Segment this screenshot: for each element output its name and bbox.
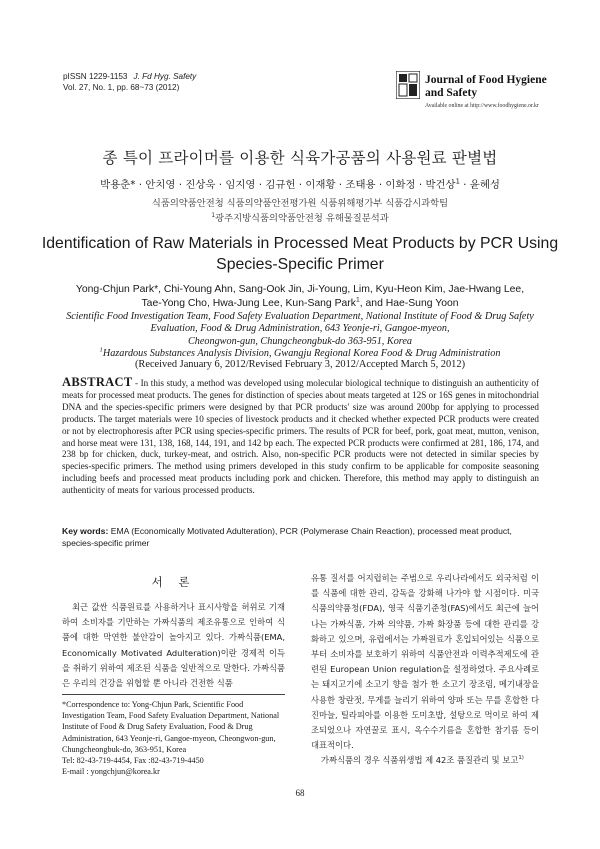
page-number: 68 [295,788,305,798]
korean-affiliation-1: 식품의약품안전청 식품의약품안전평가원 식품위해평가부 식품감시과학팀 [151,198,449,209]
intro-left-column: 최근 값싼 식품원료를 사용하거나 표시사항을 허위로 기재하여 소비자를 기만하는 가짜식품의 제조유통으로 인하여 식품에 대한 막연한 불안감이 높아지고 있다. 가짜식품(EMA, Economically Motivated Adulteration)이란 경제적 이득을 취하기 위하여 제조된 식품을 일반적으로 말한다. 가짜식품은 우리의 건강을 위협할 뿐 아니라 건전한 식품 [62,602,285,689]
available-online: Available online at http://www.foodhygiene.or.kr [425,103,539,109]
english-title-line2: Species-Specific Primer [216,256,384,273]
english-aff-line4-sup: 1 [99,346,103,354]
correspondence-footnote [62,699,285,777]
korean-affiliation-2-sup: 1 [211,211,216,219]
english-authors [0,283,600,311]
journal-abbrev: J. Fd Hyg. Safety [133,72,197,81]
english-aff-line1: Scientific Food Investigation Team, Food Safety Evaluation Department, National Institute of Food & Drug Safety [66,311,534,322]
journal-name [425,74,547,100]
korean-authors-sup: 1 [455,177,460,186]
korean-authors-last: · 윤혜성 [459,179,500,191]
abstract [62,377,539,497]
correspondence-tel: Tel: 82-43-719-4454, Fax :82-43-719-4450 [62,756,204,766]
intro-right-paragraph-1: 유통 질서를 어지럽히는 주범으로 우리나라에서도 외국처럼 이를 식품에 대한 관리, 감독을 강화해 나가야 할 시점이다. 미국 식품의약품청(FDA), 영국 식품기준청(FAS)에서도 최근에 늘어나는 가짜식품, 가짜 의약품, 가짜 화장품 등에 대한 관리를 강화하고 있으며, 유럽에서는 가짜원료가 혼입되어있는 식품으로부터 소비자를 보호하기 위하여 식품안전과 이력추적제도에 관련된 European Union regulation을 설정하였다. 주요사례로는 돼지고기에 소고기 향을 첨가 한 소고기 장조림, 메기내장을 사용한 창란젓, 무게를 늘리기 위하여 양파 또는 무를 혼합한 다진마늘, 틸라피아를 이용한 도미초밥, 설탕으로 먹이로 하여 제조되었으나 자연꿀로 표시, 옥수수기름을 혼합한 참기름 등이 대표적이다. [311,573,539,751]
received-dates: (Received January 6, 2012/Revised February 3, 2012/Accepted March 5, 2012) [134,359,466,370]
english-title [0,233,600,275]
section-heading-introduction: 서 론 [151,575,196,589]
korean-affiliation-2-text: 광주지방식품의약품안전청 유해물질분석과 [215,213,389,224]
english-authors-line2 [0,297,600,311]
intro-right-paragraph-2 [311,753,539,768]
abstract-label: ABSTRACT [62,375,133,389]
issn: pISSN 1229-1153 [63,72,128,81]
correspondence-email: E-mail : yongchjun@korea.kr [62,767,160,777]
journal-logo-icon [396,71,420,99]
intro-right-paragraph-2-text: 가짜식품의 경우 식품위생법 제 42조 품질관리 및 보고 [321,755,519,766]
volume-info: Vol. 27, No. 1, pp. 68~73 (2012) [63,83,180,92]
english-title-line1: Identification of Raw Materials in Processed Meat Products by PCR Using [41,235,559,252]
keywords-text: EMA (Economically Motivated Adulteration), PCR (Polymerase Chain Reaction), processed meat product, species-specific primer [62,526,512,548]
correspondence-address: *Correspondence to: Yong-Chjun Park, Scientific Food Investigation Team, Food Safety Evaluation Department, National Institute of Food & Drug Safety Evaluation, Food & Drug Administration, 643 Yeonje-ri, Gangoe-myeon, Cheongwon-gun, Chungcheongbuk-do, 363-951, Korea [62,700,280,754]
journal-name-line2: and Safety [425,87,478,99]
journal-name-line1: Journal of Food Hygiene [425,74,547,86]
footnote-divider [62,694,285,695]
english-aff-line2: Evaluation, Food & Drug Administration, 643 Yeonje-ri, Gangoe-myeon, [150,323,450,335]
english-authors-line2b: , and Hae-Sung Yoon [359,298,459,309]
keywords-label: Key words: [62,526,109,536]
intro-right-paragraph-2-sup: 1) [518,755,524,762]
intro-right-column [311,571,539,769]
journal-citation [63,71,196,93]
korean-authors-main: 박용춘* · 안치영 · 진상욱 · 임지영 · 김규헌 · 이재황 · 조태용 · 이화정 · 박건상 [100,179,456,191]
english-aff-line3: Cheongwon-gun, Chungcheongbuk-do 363-951, Korea [187,335,412,347]
korean-affiliation-2 [0,210,600,224]
keywords [62,526,539,549]
korean-authors [0,176,600,191]
english-affiliations [0,311,600,361]
english-aff-line4-text: Hazardous Substances Analysis Division, Gwangju Regional Korea Food & Drug Administration [102,348,501,360]
english-authors-line2-sup: 1 [355,296,360,304]
abstract-text: - In this study, a method was developed using molecular biological technique to distinguish an authenticity of meats for processed meat products. The genes for distinction of species about meats targeted at 12S or 16S genes in mitochondrial DNA and the species-specific primers were designed by that PCR products' size was around 200bp for applying to processed products. The target materials were 10 species of livestock products and it checked whether expected PCR products were created or not by electrophoresis after PCR using species-specific primers. The results of PCR for beef, pork, goat meat, mutton, venison, and horse meat were 131, 138, 168, 144, 191, and 142 bp each. The expected PCR products were confirmed at 281, 186, 174, and 238 bp for chicken, duck, turkey-meat, and ostrich. Also, non-specific PCR products were not detected in similar species by species-specific primers. The method using primers developed in this study confirm to be applicable for composite seasoning including beefs and processed meat products including pork and chicken. Therefore, this method may apply to distinguish an authenticity of meats for various processed products. [62,378,539,496]
english-authors-line1: Yong-Chjun Park*, Chi-Young Ahn, Sang-Ook Jin, Ji-Young, Lim, Kyu-Heon Kim, Jae-Hwang Lee, [75,284,525,295]
english-authors-line2a: Tae-Yong Cho, Hwa-Jung Lee, Kun-Sang Park [141,298,356,309]
korean-title: 종 특이 프라이머를 이용한 식육가공품의 사용원료 판별법 [102,149,498,167]
